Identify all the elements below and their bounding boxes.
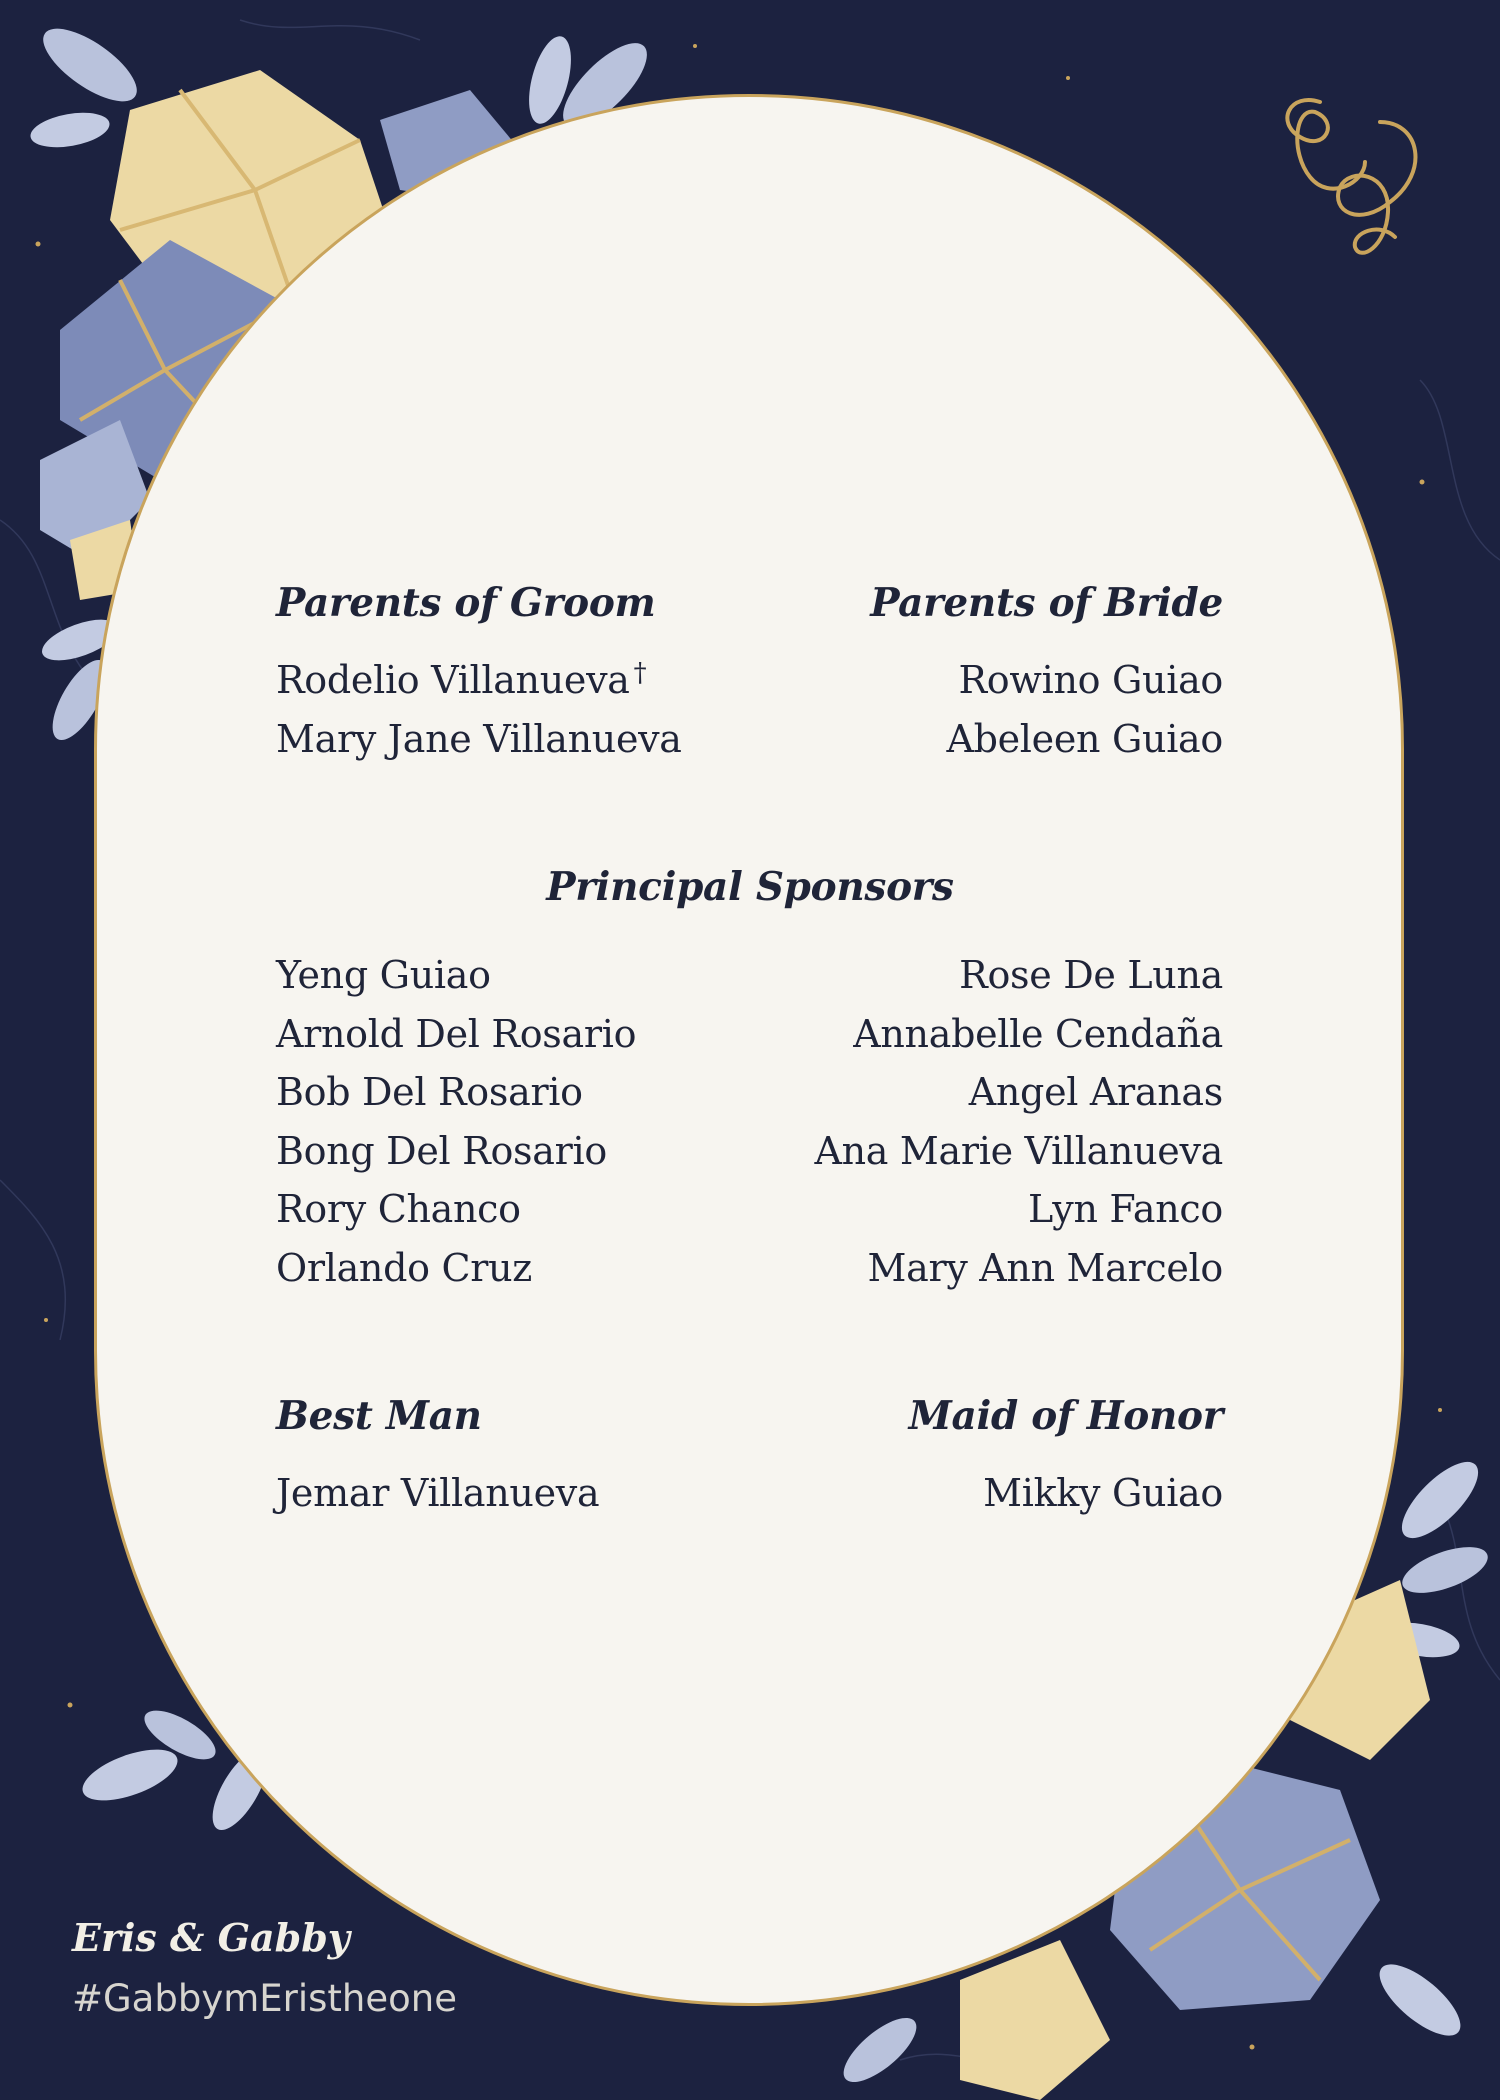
- sponsors-heading: Principal Sponsors: [546, 864, 954, 910]
- sponsor-left: Orlando Cruz: [276, 1246, 533, 1290]
- sponsor-left: Bong Del Rosario: [276, 1129, 607, 1173]
- sponsor-right: Rose De Luna: [959, 953, 1223, 997]
- wedding-hashtag: #GabbymEristheone: [72, 1977, 457, 2020]
- sponsor-right: Ana Marie Villanueva: [814, 1129, 1223, 1173]
- bride-parents-heading: Parents of Bride: [870, 580, 1223, 626]
- groom-mother-name: Mary Jane Villanueva: [276, 717, 682, 761]
- bride-father-name: Rowino Guiao: [958, 658, 1223, 702]
- groom-parents-heading: Parents of Groom: [276, 580, 656, 626]
- best-man-name: Jemar Villanueva: [276, 1471, 600, 1515]
- sponsor-right: Lyn Fanco: [1028, 1187, 1223, 1231]
- sponsor-left: Yeng Guiao: [276, 953, 491, 997]
- sponsor-right: Angel Aranas: [968, 1070, 1223, 1114]
- groom-father-name: Rodelio Villanueva †: [276, 658, 647, 702]
- maid-of-honor-name: Mikky Guiao: [983, 1471, 1223, 1515]
- deceased-mark: †: [633, 658, 647, 688]
- best-man-heading: Best Man: [276, 1393, 482, 1439]
- bride-mother-name: Abeleen Guiao: [946, 717, 1223, 761]
- maid-of-honor-heading: Maid of Honor: [908, 1393, 1223, 1439]
- sponsor-left: Bob Del Rosario: [276, 1070, 583, 1114]
- sponsor-left: Rory Chanco: [276, 1187, 521, 1231]
- couple-names: Eris & Gabby: [72, 1915, 350, 1960]
- sponsor-left: Arnold Del Rosario: [276, 1012, 637, 1056]
- sponsor-right: Mary Ann Marcelo: [867, 1246, 1223, 1290]
- sponsor-right: Annabelle Cendaña: [853, 1012, 1223, 1056]
